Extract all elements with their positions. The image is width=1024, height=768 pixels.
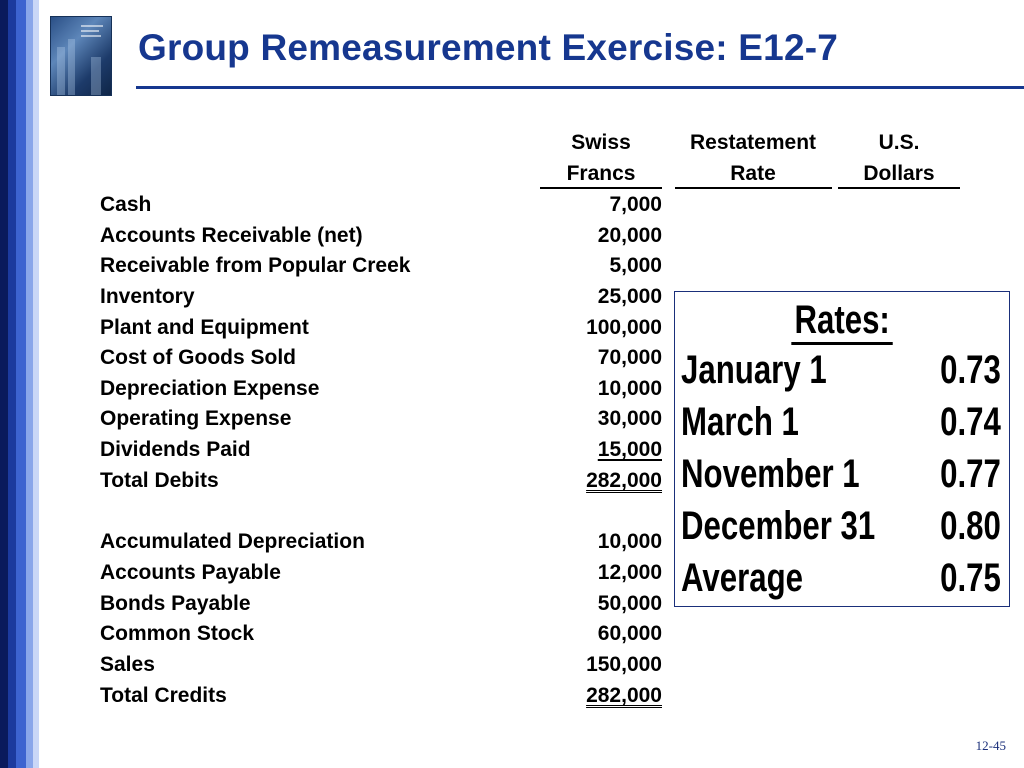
rate-row — [681, 348, 1001, 400]
header-restatement-underline — [675, 187, 832, 189]
table-row — [100, 377, 664, 407]
row-label: Dividends Paid — [100, 438, 251, 461]
table-row — [100, 285, 664, 315]
header-swiss-line2: Francs — [566, 162, 636, 185]
table-row — [100, 592, 664, 622]
left-stripe-2 — [8, 0, 16, 768]
row-label: Plant and Equipment — [100, 316, 309, 339]
header-restatement-line2: Rate — [730, 162, 776, 185]
header-usd-line2: Dollars — [863, 162, 935, 185]
row-label: Bonds Payable — [100, 592, 251, 615]
rate-label: December 31 — [681, 504, 876, 548]
rate-row — [681, 556, 1001, 608]
table-row — [100, 653, 664, 683]
table-row — [100, 224, 664, 254]
table-row — [100, 438, 664, 468]
rate-value: 0.74 — [940, 400, 1001, 444]
left-stripe-5 — [33, 0, 39, 768]
row-label: Cash — [100, 193, 152, 216]
rate-value: 0.75 — [940, 556, 1001, 600]
rate-value: 0.80 — [940, 504, 1001, 548]
left-stripe-3 — [16, 0, 26, 768]
page-number: 12-45 — [975, 738, 1006, 753]
row-value-chf: 70,000 — [597, 346, 662, 369]
row-value-chf: 30,000 — [597, 407, 662, 430]
header-swiss-line1: Swiss — [571, 131, 631, 154]
rates-box — [674, 291, 1010, 607]
table-row — [100, 346, 664, 376]
table-row — [100, 316, 664, 346]
row-value-chf: 100,000 — [586, 316, 662, 339]
table-row — [100, 407, 664, 437]
rate-value: 0.77 — [940, 452, 1001, 496]
row-value-chf: 50,000 — [597, 592, 662, 615]
row-label: Depreciation Expense — [100, 377, 320, 400]
rate-label: January 1 — [681, 348, 827, 392]
row-label: Total Credits — [100, 684, 227, 707]
left-stripe-4 — [26, 0, 33, 768]
row-label: Sales — [100, 653, 155, 676]
title-underline — [136, 86, 1024, 89]
rate-row — [681, 504, 1001, 556]
row-label: Accumulated Depreciation — [100, 530, 365, 553]
row-label: Cost of Goods Sold — [100, 346, 296, 369]
table-row-total-credits — [100, 684, 664, 714]
table-row — [100, 254, 664, 284]
textbook-cover-image — [50, 16, 112, 96]
row-label: Common Stock — [100, 622, 255, 645]
row-label: Accounts Payable — [100, 561, 281, 584]
row-value-chf: 60,000 — [597, 622, 662, 645]
rate-row — [681, 452, 1001, 504]
row-value-chf: 282,000 — [586, 469, 662, 492]
rate-label: November 1 — [681, 452, 860, 496]
left-stripe-1 — [0, 0, 8, 768]
row-value-chf: 12,000 — [597, 561, 662, 584]
table-row-total-debits — [100, 469, 664, 499]
rate-value: 0.73 — [940, 348, 1001, 392]
row-value-chf: 282,000 — [586, 684, 662, 707]
table-row — [100, 561, 664, 591]
table-row — [100, 530, 664, 560]
row-label: Accounts Receivable (net) — [100, 224, 363, 247]
row-label: Total Debits — [100, 469, 219, 492]
row-value-chf: 7,000 — [609, 193, 662, 216]
row-value-chf: 10,000 — [597, 530, 662, 553]
row-value-chf: 150,000 — [586, 653, 662, 676]
row-value-chf: 25,000 — [597, 285, 662, 308]
rate-label: Average — [681, 556, 803, 600]
row-value-chf: 10,000 — [597, 377, 662, 400]
header-restatement-line1: Restatement — [689, 131, 817, 154]
row-value-chf: 5,000 — [609, 254, 662, 277]
rate-label: March 1 — [681, 400, 799, 444]
row-value-chf: 20,000 — [597, 224, 662, 247]
row-label: Inventory — [100, 285, 195, 308]
row-label: Receivable from Popular Creek — [100, 254, 411, 277]
rate-row — [681, 400, 1001, 452]
table-row — [100, 622, 664, 652]
header-usd-underline — [838, 187, 960, 189]
header-usd-line1: U.S. — [878, 131, 920, 154]
row-label: Operating Expense — [100, 407, 292, 430]
row-value-chf: 15,000 — [597, 438, 662, 461]
table-row — [100, 193, 664, 223]
header-swiss-underline — [540, 187, 662, 189]
slide-title: Group Remeasurement Exercise: E12-7 — [138, 27, 839, 68]
rates-title: Rates: — [675, 298, 1009, 345]
